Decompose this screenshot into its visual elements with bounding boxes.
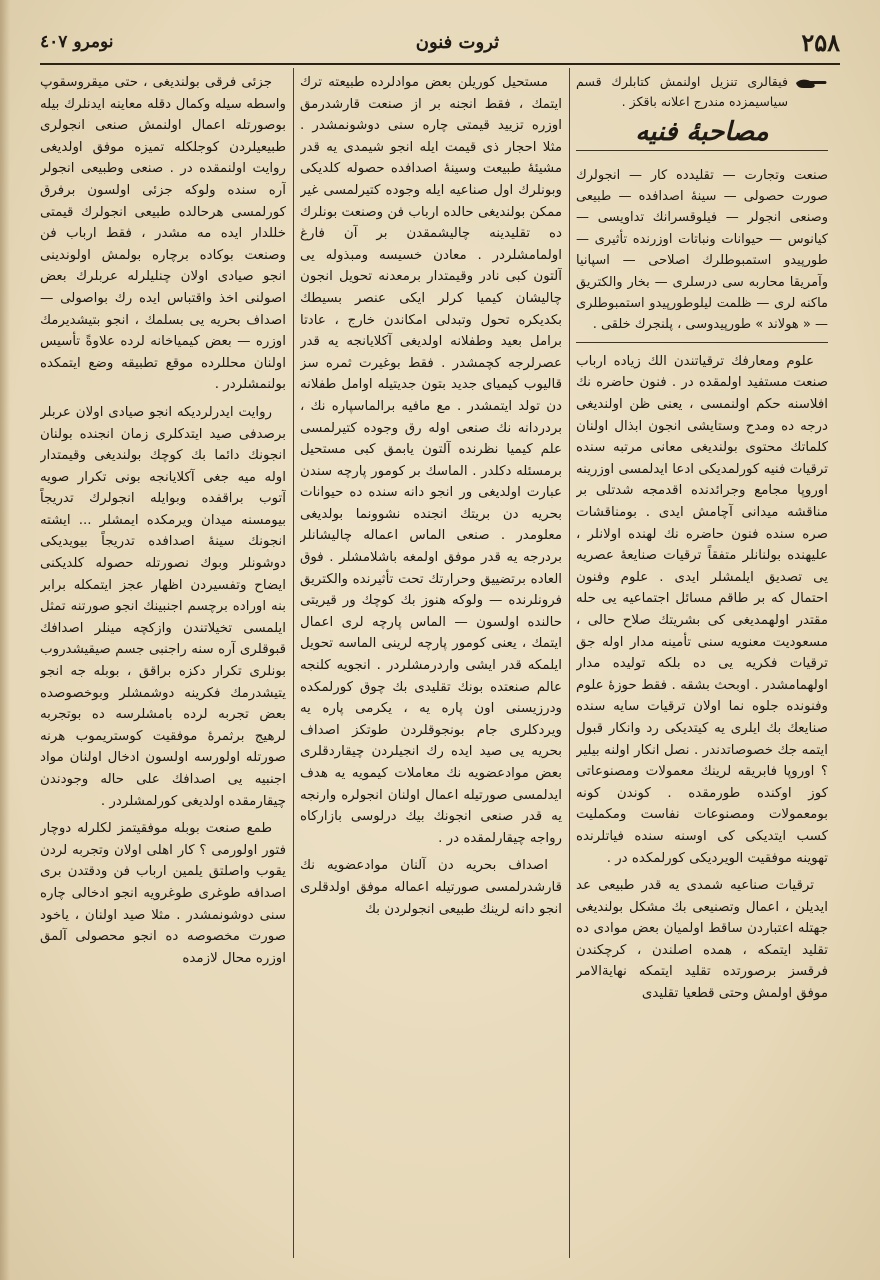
paragraph: مستحيل كوريلن بعض موادلرده طبيعته ترك ايتمك ، فقط انجنه بر از صنعت قارشدرمق اوزره تزييد قيمتى چاره سنى دوشونمشدر . مثلا احجار ذى قيمت ايله انجو شيمدى يه قدر مشيئۀ طبيعت وسينۀ اصدافده حصوله كلديكى وبونلرك اول صناعيه ايله وجوده كتيرلمسى غير ممكن بولنديغى حالده ارباب فن وصنعت بونلرك ده تقليدينه چاليشمقدن بر آن فارغ اولمامشلردر . معادن خسيسه ومبذوله يى آلتون كبى نادر وقيمتدار برمعدنه تحويل انجون چاليشان كيميا كرلر ايكى عنصر بسيطك بكديكره تحول وتبدلى امكاندن خارج ، عادتا برامل بعيد وطفلانه اولديغى آكلايانجه يه قدر عصرلرجه كچمشدر . فقط بوغيرت ثمره سز قاليوب كيمياى جديد بتون جديتيله اوامل طفلانه دن تولد ايتمشدر . مع مافيه برالماسپاره نك ، بردردانه نك صنعى اوله رق وجوده كتيرلمسى علم كيميا نظرنده آلتون يابمق كبى مستحيل برمسئله دكلدر . الماسك بر كومور پارچه سندن عبارت اولديغى ور انجو دانه سنده ده حيوانات بحريه دن بريتك انجنده نشوونما بولديغى معلومدر . صنعى الماس اعماله چاليشانلر بردرجه يه قدر موفق اولمغه باشلامشلر . فوق العاده برتضييق وحرارتك تحت تأثيرنده والكتريق فرونلرنده — ولوكه هنوز بك كوچك ور قيريتى حالنده اولسون — الماس پارچه لرى اعمال ايتمك ، يعنى كومور پارچه لرينى الماسه تحويل ايلمكه قدر ايشى واردرمشلردر . انجويه كلنجه عالم صنعتده بونك تقليدى بك چوق كورلمكده ودرزيسنى اون پاره يه ، يكرمى پاره يه ويردكلرى جام بونجوقلردن طوتكز اصداف بحريه يى صيد ايده رك انجيلردن چيقاردقلرى بعض موادعضويه نك معاملات كيمويه يه هدف ايدلمسى صورتيله اعمال اولنان انجولره وارنجه يه قدر صنعى انجونك بيك درلوسى بازاركاه رواجه چيقارلمقده در . xyxy=(300,75,562,846)
paragraph: علوم ومعارفك ترقياتندن الك زياده ارباب صنعت مستفيد اولمقده در . فنون حاضره نك افلاسنه حكم اولنمسى ، يعنى ظن اولنديغى درجه ده ومدح وستايشى انجون ابذال اولنان كلماتك محتوى بولنديغى معانى مرتبه سنده ترقيات فنيه كورلمديكى ادعا ايدلمسى اوزرينه اوروپا مجامع وجرائدنده اقدمجه شدتلى بر مناقشه ميدانى آچامش ايدى . بومناقشات صره سنده فنون حاضره نك لهنده اولانلر ، عليهنده بولنانلر متفقاً ترقيات صنايعۀ عصريه يى تصديق ايلمشلر ايدى . علوم وفنون احتمال كه بر طاقم مسائل اجتماعيه يى حله مقتدر اولهمديغى كى بشريتك صلاح حالى ، مسعوديت معنويه سنى تأمينه مدار اوله جق ترقيات فكريه يى ده بلكه توليده مدار اولهمامشدر . اوبحث بشقه . فقط حوزۀ علوم وفنونده جلوه نما اولان ترقيات سايه سنده صنايعك بك ايلرى يه كيتديكى رد وانكار قبول ايتمه جك خصوصاتدندر . نصل انكار اولنه بيلير ؟ اوروپا فابريقه لرينك معمولات ومصنوعاتى كوز اوكنده طورمقده . كوندن كونه بومعمولات ومصنوعات نفاست ومكمليت كسب ايتديكى كى اوسنه سنده فياتلرنده تهوينه موفقيت الويرديكى كورلمكده در . xyxy=(576,353,828,866)
section-title: مصاحبۀ فنيه xyxy=(576,122,828,151)
paragraph: اصداف بحريه دن آلنان موادعضويه نك قارشدرلمسى صورتيله اعماله موفق اولدقلرى انجو دانه لرينك طبيعى انجولردن بك xyxy=(300,858,562,917)
paragraph: طمع صنعت بوبله موفقيتمز لكلرله دوچار فتور اولورمى ؟ كار اهلى اولان وتجربه لردن يقوب واصلتق يلمين ارباب فن ودقتدن برى اصدافه طوغرى طوغرويه انجو ادخالى چاره سنى دوشونمشدر . مثلا صيد اولنان ، ياخود صورت مخصوصه ده انجو محصولى آلمق اوزره محال لازمده xyxy=(40,821,286,966)
page-number: ۲۵۸ xyxy=(801,27,840,57)
section-summary: صنعت وتجارت — تقليدده كار — انجولرك صورت حصولى — سينۀ اصدافده — طبيعى وصنعى انجولر — فيلوقسرانك تداويسى — كيانوس — حيوانات ونباتات اوزرنده تأثيرى — طورپيدو استمبوطلرك اصلاحى — اسپانيا وآمريقا محاربه سى درسلرى — بخار والكتريق ماكنه لرى — ظلمت ليلوطورپيدو استمبوطلرى — « هولاند » طورپيدوسى ، پلنجرك خلقى . xyxy=(576,165,828,343)
paragraph: روايت ايدرلرديكه انجو صيادى اولان عربلر برصدفى صيد ايتدكلرى زمان انجنده بولنان انجونك دائما بك كوچك بولنديغى وقيمتدار اوله ميه جغى آكلايانجه بونى تكرار صويه آتوب براقفده وبوايله انجولرك تدريجاً بيومسنه ميدان ويرمكده ايمشلر ... ايشته انجونك سينۀ اصدافده تدريجاً بيويديكى دوشونلر وبوك نصورتله حصوله كلديكنى ايضاح وتفسيردن اظهار عجز ايتمكله برابر بنه اوراده برچسم اجنبينك انجو صورتنه تمثل ايلمسى تخيلاتندن وازكچه مينلر اصدافك قبوقلرى آره سنه راجنبى جسم صيقيشدروب بونلرى تكرار دكزه براقق ، بوبله جه انجو يتيشدرمك فكرينه دوشمشلر وبوخصوصده بعض تجربه لرده بامشلرسه ده بوتجربه لرهيج برثمرۀ موفقيت كوستريموب هرنه صورتله اولورسه اولسون ادخال اولنان مواد اجنبيه يى اصدافك على حاله وجودندن چيقارمقده اولديغى كورلمشلردر . xyxy=(40,404,286,809)
pointing-hand-icon xyxy=(794,74,828,92)
issue-number: نومرو ٤٠٧ xyxy=(40,32,114,52)
paragraph: ترقيات صناعيه شمدى يه قدر طبيعى عد ايديلن ، اعمال وتصنيعى بك مشكل بولنديغى جهتله اعتباردن ساقط اولميان بعض موادى ده تقليد ايتمكه ، همده اصلندن ، كرچكندن فرقسز برصورتده تقليد ايتمكه نهايةالامر موفق اولمش وحتى قطعيا تقليدى xyxy=(576,878,828,1002)
journal-title: ثروت فنون xyxy=(415,31,500,53)
notice xyxy=(576,72,828,112)
right-column xyxy=(576,72,828,1267)
header-rule xyxy=(40,63,840,65)
column-divider-left xyxy=(293,68,294,1258)
middle-column xyxy=(300,72,562,1267)
left-column xyxy=(40,72,286,1267)
column-divider-right xyxy=(569,68,570,1258)
notice-text: فيقالرى تنزيل اولنمش كتابلرك قسم سياسيمزده مندرج اعلانه باقكز . xyxy=(576,74,788,109)
page-header xyxy=(40,22,840,62)
paragraph: جزئى فرقى بولنديغى ، حتى ميقروسقوپ واسطه سيله وكمال دقله معاينه ايدنلرك بيله بوصورتله اعمال اولنمش صنعى انجولرى طبيعيلردن كوجلكله تميزه موفق اولديغى روايت اولنمقده در . صنعى وطبيعى انجولر آره سنده ولوكه جزئى اولسون برفرق كورلمسى هرحالده طبيعى انجولرك قيمتى خللدار ايده مه مشدر ، فقط ارباب فن وصنعت بوكاده برچاره بولمش اولوندينى انجو صيادى اولان چنليلرله عربلرك بعض اصولنى اخذ واقتباس ايده رك بواصولى — اصداف بحريه يى بسلمك ، انجو بتيشديرمك اوزره — بعض كيمياخانه لرده علاوةً تأسيس اولنان محللرده موقع تطبيقه وضع ايتمكده بولنمشلردر . xyxy=(40,75,286,393)
